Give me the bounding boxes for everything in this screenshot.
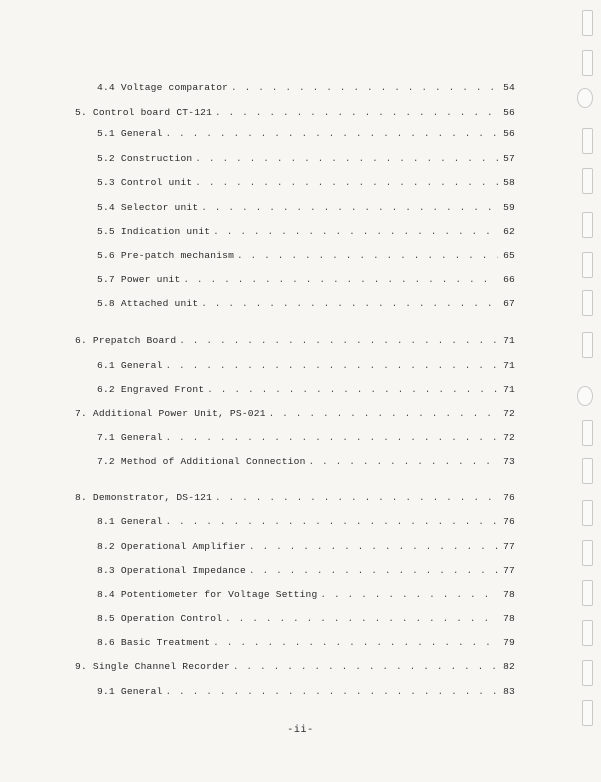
toc-number: 8.1 bbox=[97, 516, 115, 527]
toc-page: 76 bbox=[503, 516, 515, 527]
toc-entry bbox=[97, 565, 515, 579]
toc-page: 71 bbox=[503, 335, 515, 346]
binder-hole-icon bbox=[582, 700, 593, 726]
toc-number: 8.5 bbox=[97, 613, 115, 624]
dot-leader bbox=[213, 638, 498, 648]
toc-number: 6. bbox=[75, 335, 87, 346]
toc-page: 56 bbox=[503, 107, 515, 118]
toc-page: 59 bbox=[503, 202, 515, 213]
toc-entry bbox=[75, 408, 515, 422]
dot-leader bbox=[183, 275, 498, 285]
toc-entry bbox=[97, 250, 515, 264]
toc-page: 65 bbox=[503, 250, 515, 261]
toc-entry bbox=[97, 456, 515, 470]
toc-page: 66 bbox=[503, 274, 515, 285]
toc-number: 5.5 bbox=[97, 226, 115, 237]
toc-number: 5.3 bbox=[97, 177, 115, 188]
toc-title: Control board CT-121 bbox=[92, 107, 213, 118]
dot-leader bbox=[215, 493, 498, 503]
toc-entry bbox=[97, 516, 515, 530]
toc-entry bbox=[97, 432, 515, 446]
toc-entry bbox=[97, 82, 515, 96]
binder-hole-icon bbox=[582, 540, 593, 566]
binder-hole-icon bbox=[582, 290, 593, 316]
binder-ring-icon bbox=[577, 88, 593, 108]
toc-page: 79 bbox=[503, 637, 515, 648]
toc-title: Pre-patch mechanism bbox=[120, 250, 235, 261]
dot-leader bbox=[166, 129, 498, 139]
toc-number: 8.6 bbox=[97, 637, 115, 648]
toc-title: Operational Impedance bbox=[120, 565, 246, 576]
dot-leader bbox=[231, 83, 498, 93]
toc-number: 8.3 bbox=[97, 565, 115, 576]
toc-title: Selector unit bbox=[120, 202, 199, 213]
toc-number: 5.2 bbox=[97, 153, 115, 164]
toc-number: 4.4 bbox=[97, 82, 115, 93]
toc-title: General bbox=[120, 128, 163, 139]
toc-entry bbox=[75, 107, 515, 121]
toc-number: 8. bbox=[75, 492, 87, 503]
toc-entry bbox=[97, 298, 515, 312]
toc-title: Engraved Front bbox=[120, 384, 205, 395]
binder-ring-icon bbox=[577, 386, 593, 406]
dot-leader bbox=[207, 385, 498, 395]
toc-number: 8.2 bbox=[97, 541, 115, 552]
toc-number: 7.2 bbox=[97, 456, 115, 467]
toc-title: General bbox=[120, 516, 163, 527]
binder-hole-icon bbox=[582, 620, 593, 646]
toc-entry bbox=[97, 637, 515, 651]
toc-title: Demonstrator, DS-121 bbox=[92, 492, 213, 503]
toc-title: Control unit bbox=[120, 177, 193, 188]
toc-entry bbox=[75, 492, 515, 506]
toc-page: 72 bbox=[503, 408, 515, 419]
binder-hole-icon bbox=[582, 128, 593, 154]
toc-title: Prepatch Board bbox=[92, 335, 177, 346]
dot-leader bbox=[166, 433, 498, 443]
dot-leader bbox=[233, 662, 498, 672]
toc-number: 7.1 bbox=[97, 432, 115, 443]
toc-entry bbox=[97, 541, 515, 555]
dot-leader bbox=[195, 154, 498, 164]
toc-page: 78 bbox=[503, 613, 515, 624]
toc-title: Operation Control bbox=[120, 613, 223, 624]
binder-hole-icon bbox=[582, 212, 593, 238]
toc-page: 71 bbox=[503, 384, 515, 395]
dot-leader bbox=[179, 336, 498, 346]
toc-page: 77 bbox=[503, 541, 515, 552]
toc-number: 8.4 bbox=[97, 589, 115, 600]
dot-leader bbox=[320, 590, 498, 600]
toc-title: Power unit bbox=[120, 274, 181, 285]
toc-page: 77 bbox=[503, 565, 515, 576]
page-number-footer: -ii- bbox=[287, 725, 314, 736]
binder-hole-icon bbox=[582, 252, 593, 278]
toc-entry bbox=[97, 589, 515, 603]
dot-leader bbox=[213, 227, 498, 237]
toc-entry bbox=[97, 686, 515, 700]
toc-entry bbox=[75, 661, 515, 675]
toc-number: 9. bbox=[75, 661, 87, 672]
dot-leader bbox=[201, 203, 498, 213]
dot-leader bbox=[166, 361, 498, 371]
dot-leader bbox=[195, 178, 498, 188]
toc-page: 78 bbox=[503, 589, 515, 600]
toc-number: 9.1 bbox=[97, 686, 115, 697]
toc-number: 5.8 bbox=[97, 298, 115, 309]
toc-number: 6.1 bbox=[97, 360, 115, 371]
toc-title: Basic Treatment bbox=[120, 637, 211, 648]
toc-entry bbox=[97, 613, 515, 627]
dot-leader bbox=[269, 409, 498, 419]
toc-entry bbox=[97, 384, 515, 398]
toc-page: 58 bbox=[503, 177, 515, 188]
dot-leader bbox=[237, 251, 498, 261]
toc-page: 57 bbox=[503, 153, 515, 164]
binder-hole-icon bbox=[582, 50, 593, 76]
toc-title: Method of Additional Connection bbox=[120, 456, 306, 467]
toc-entry bbox=[97, 360, 515, 374]
toc-title: Construction bbox=[120, 153, 193, 164]
toc-entry bbox=[97, 274, 515, 288]
toc-number: 5.4 bbox=[97, 202, 115, 213]
toc-entry bbox=[97, 202, 515, 216]
binder-hole-icon bbox=[582, 168, 593, 194]
binder-hole-icon bbox=[582, 500, 593, 526]
toc-page: 83 bbox=[503, 686, 515, 697]
binder-hole-icon bbox=[582, 420, 593, 446]
toc-number: 5.7 bbox=[97, 274, 115, 285]
dot-leader bbox=[166, 687, 498, 697]
toc-title: Potentiometer for Voltage Setting bbox=[120, 589, 318, 600]
toc-number: 6.2 bbox=[97, 384, 115, 395]
toc-number: 5.6 bbox=[97, 250, 115, 261]
toc-entry bbox=[97, 226, 515, 240]
toc-title: Voltage comparator bbox=[120, 82, 229, 93]
toc-number: 5. bbox=[75, 107, 87, 118]
toc-page: 67 bbox=[503, 298, 515, 309]
dot-leader bbox=[215, 108, 498, 118]
binder-strip bbox=[561, 0, 601, 782]
dot-leader bbox=[249, 542, 498, 552]
dot-leader bbox=[309, 457, 498, 467]
toc-title: Additional Power Unit, PS-021 bbox=[92, 408, 266, 419]
toc-title: Indication unit bbox=[120, 226, 211, 237]
toc-title: General bbox=[120, 686, 163, 697]
binder-hole-icon bbox=[582, 458, 593, 484]
toc-page: 56 bbox=[503, 128, 515, 139]
toc-title: General bbox=[120, 432, 163, 443]
binder-hole-icon bbox=[582, 580, 593, 606]
toc-title: Operational Amplifier bbox=[120, 541, 246, 552]
toc-entry bbox=[75, 335, 515, 349]
dot-leader bbox=[166, 517, 498, 527]
toc-entry bbox=[97, 177, 515, 191]
toc-number: 7. bbox=[75, 408, 87, 419]
toc-title: Attached unit bbox=[120, 298, 199, 309]
toc-title: Single Channel Recorder bbox=[92, 661, 230, 672]
binder-hole-icon bbox=[582, 660, 593, 686]
toc-title: General bbox=[120, 360, 163, 371]
binder-hole-icon bbox=[582, 332, 593, 358]
toc-page: 82 bbox=[503, 661, 515, 672]
dot-leader bbox=[201, 299, 498, 309]
toc-page: 73 bbox=[503, 456, 515, 467]
toc-entry bbox=[97, 128, 515, 142]
toc-number: 5.1 bbox=[97, 128, 115, 139]
binder-hole-icon bbox=[582, 10, 593, 36]
toc-page: 71 bbox=[503, 360, 515, 371]
toc-page: 62 bbox=[503, 226, 515, 237]
toc-page: 76 bbox=[503, 492, 515, 503]
toc-page: 72 bbox=[503, 432, 515, 443]
dot-leader bbox=[225, 614, 498, 624]
toc-page: 54 bbox=[503, 82, 515, 93]
dot-leader bbox=[249, 566, 498, 576]
toc-entry bbox=[97, 153, 515, 167]
